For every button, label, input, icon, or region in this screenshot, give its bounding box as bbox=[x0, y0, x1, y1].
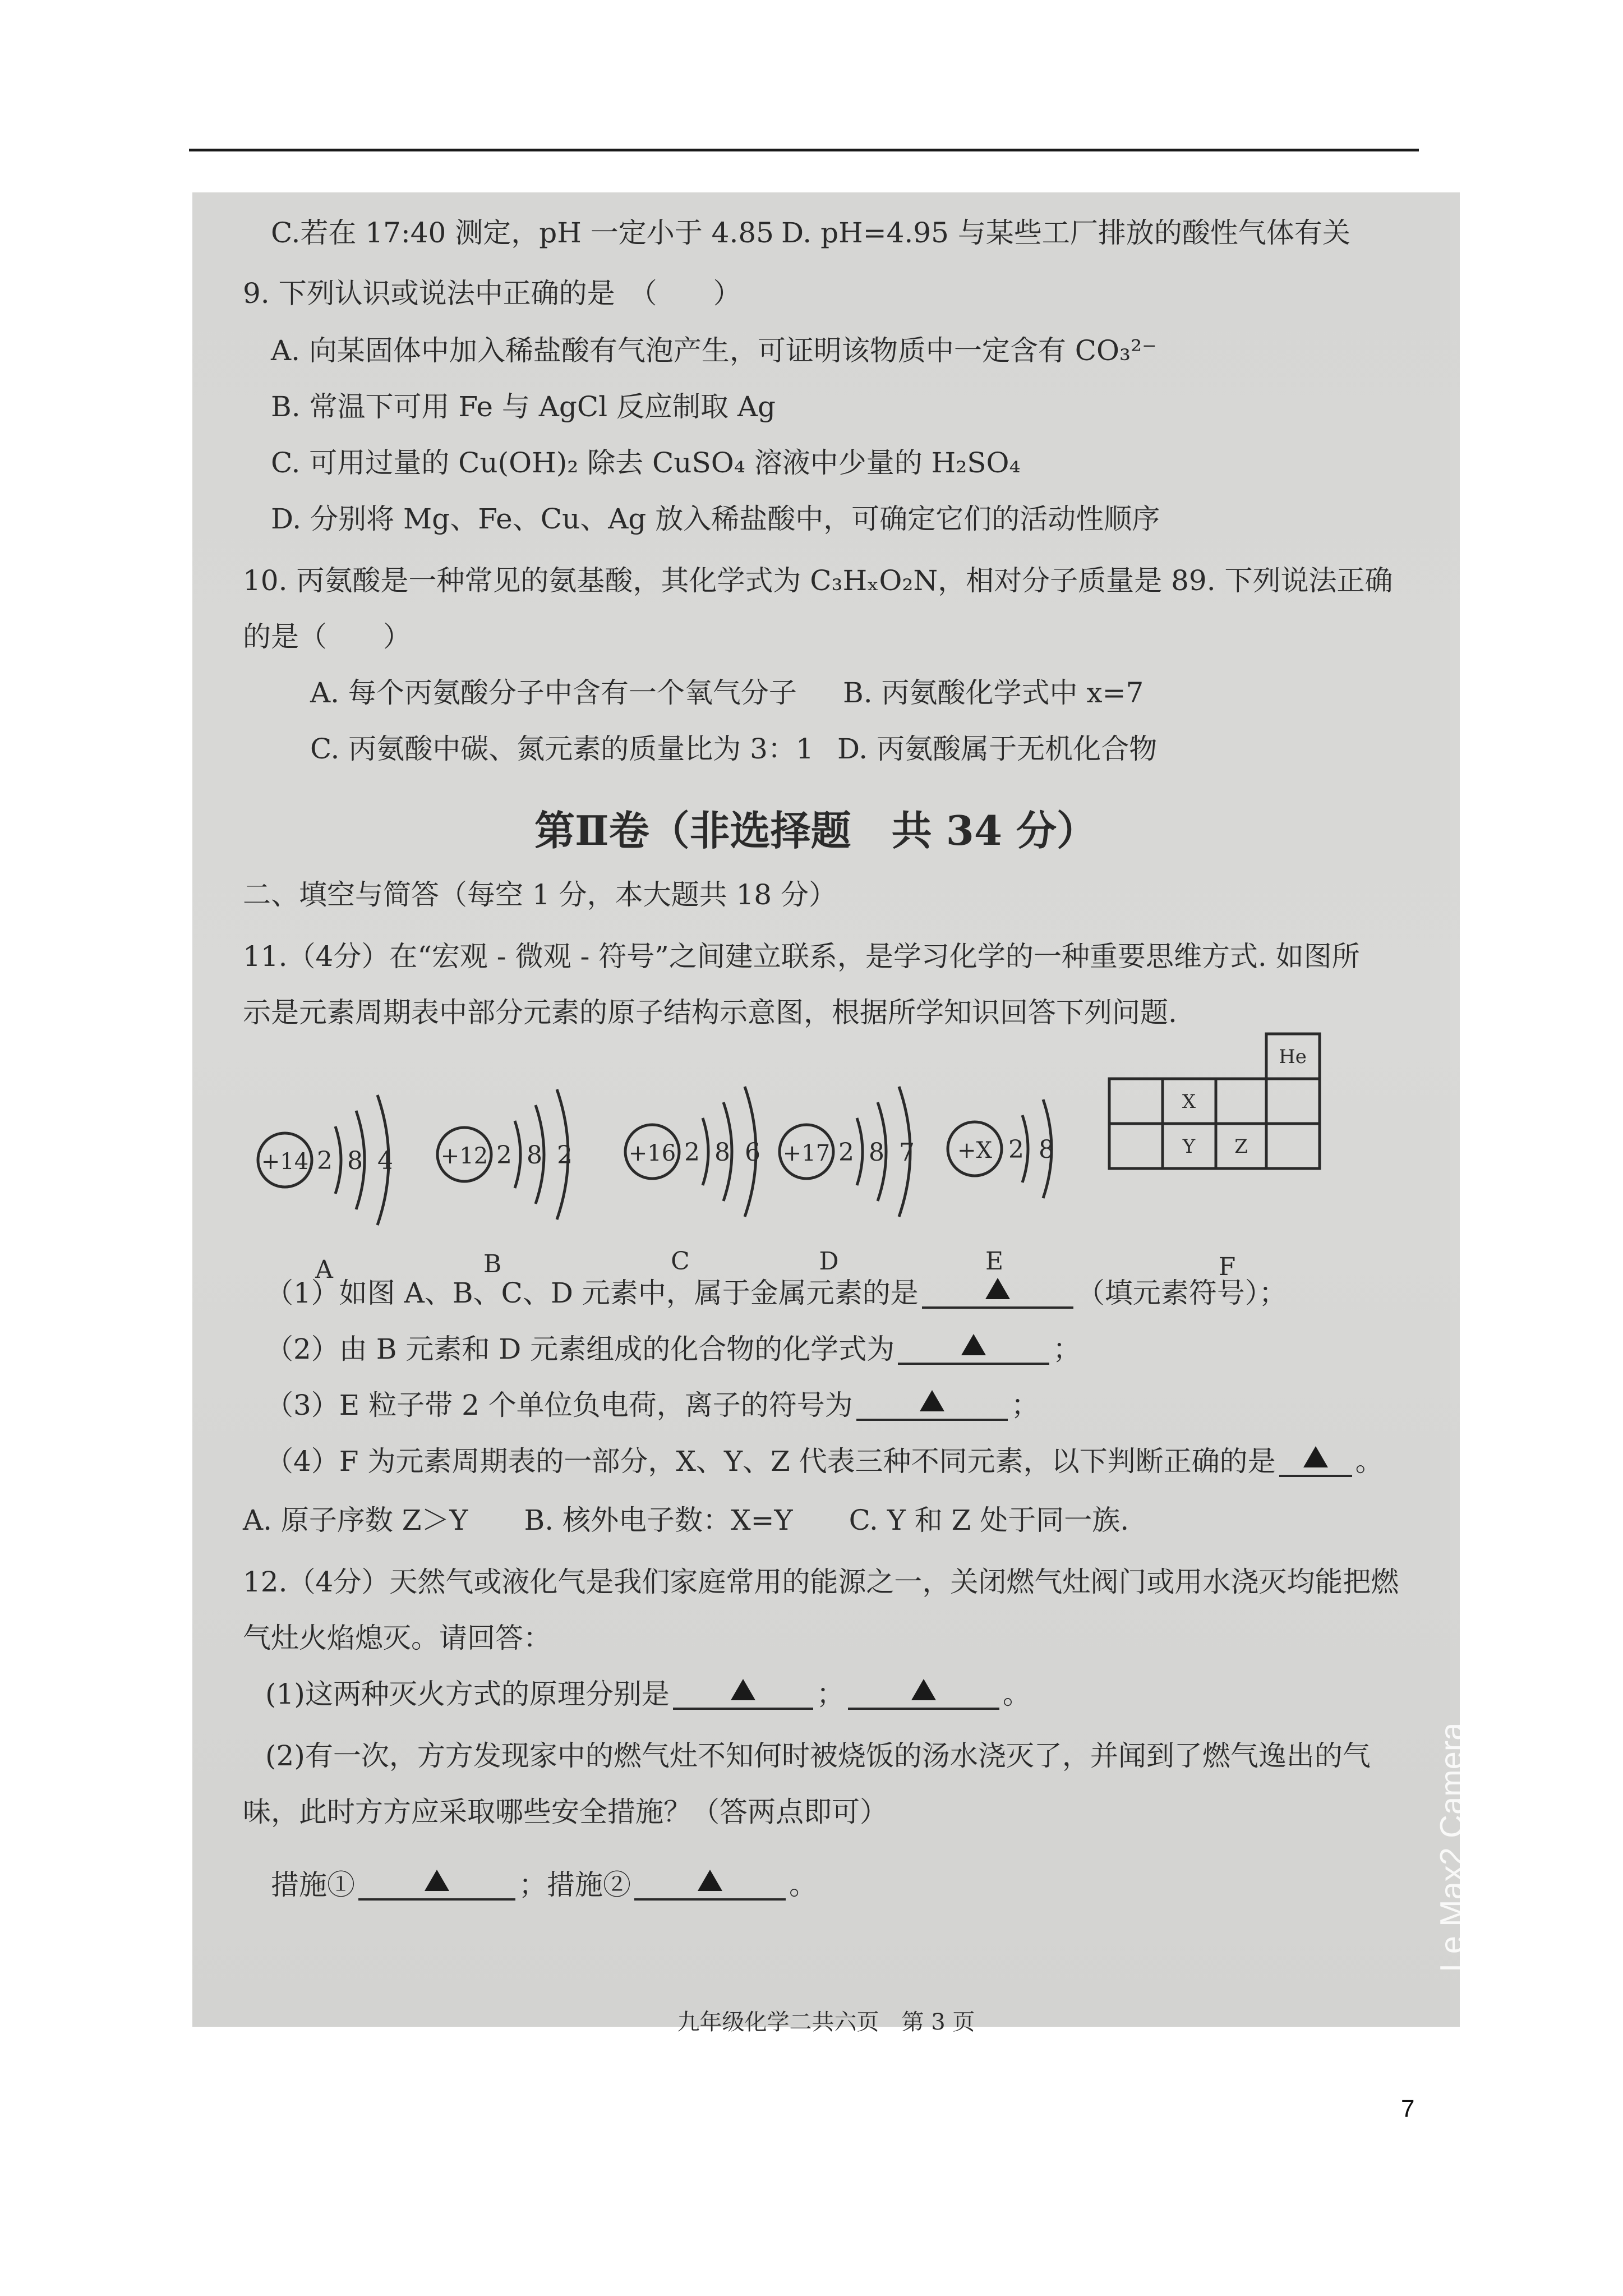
answer-triangle-icon bbox=[961, 1334, 986, 1355]
answer-triangle-icon bbox=[698, 1870, 722, 1891]
atom-c-electrons: 2 8 6 bbox=[684, 1138, 760, 1167]
atom-a-nucleus: +14 bbox=[261, 1149, 309, 1175]
q12-sub1-answer-blank-1[interactable] bbox=[673, 1676, 813, 1710]
atom-b-electrons: 2 8 2 bbox=[496, 1141, 573, 1170]
atom-d-nucleus: +17 bbox=[782, 1140, 831, 1166]
top-rule bbox=[189, 149, 1419, 151]
table-cell-y: Y bbox=[1182, 1135, 1196, 1158]
q10-stem-line1: 10. 丙氨酸是一种常见的氨基酸，其化学式为 C₃HₓO₂N，相对分子质量是 89. 下列说法正确 bbox=[243, 564, 1393, 597]
q12-stem-line1: 12.（4分）天然气或液化气是我们家庭常用的能源之一，关闭燃气灶阀门或用水浇灭均能把燃 bbox=[243, 1566, 1399, 1598]
measures-suffix: 。 bbox=[789, 1869, 817, 1901]
q11-sub2-prompt: （2）由 B 元素和 D 元素组成的化合物的化学式为 bbox=[265, 1333, 895, 1365]
q11-sub3 bbox=[265, 1387, 1039, 1423]
q10-option-b: B. 丙氨酸化学式中 x=7 bbox=[843, 677, 1144, 709]
q11-sub1-answer-blank[interactable] bbox=[922, 1275, 1073, 1309]
q12-sub1-prompt: (1)这两种灭火方式的原理分别是 bbox=[265, 1678, 670, 1710]
q8-option-c: C.若在 17:40 测定，pH 一定小于 4.85 bbox=[271, 217, 774, 249]
q9-option-b: B. 常温下可用 Fe 与 AgCl 反应制取 Ag bbox=[271, 390, 776, 423]
page-number: 7 bbox=[1401, 2095, 1415, 2123]
part-2-heading: 二、填空与简答（每空 1 分，本大题共 18 分） bbox=[243, 878, 837, 911]
atom-b-label: B bbox=[483, 1250, 502, 1278]
atom-e-electrons: 2 8 bbox=[1008, 1135, 1054, 1164]
atom-a-electrons: 2 8 4 bbox=[317, 1147, 393, 1175]
exam-photo bbox=[192, 192, 1470, 2035]
q10-stem-line2: 的是（ ） bbox=[243, 620, 411, 653]
table-cell-x: X bbox=[1182, 1091, 1196, 1113]
q11-sub1-suffix: （填元素符号）； bbox=[1076, 1277, 1287, 1309]
q11-sub3-prompt: （3）E 粒子带 2 个单位负电荷，离子的符号为 bbox=[265, 1389, 853, 1421]
q12-sub1-separator: ； bbox=[816, 1678, 845, 1710]
atom-d-label: D bbox=[819, 1247, 839, 1276]
q8-option-d: D. pH=4.95 与某些工厂排放的酸性气体有关 bbox=[781, 217, 1350, 249]
answer-triangle-icon bbox=[920, 1390, 944, 1411]
measure-1-answer-blank[interactable] bbox=[358, 1867, 515, 1901]
camera-watermark-text: Le Max2 Camera bbox=[1433, 1722, 1470, 1972]
atom-a-label: A bbox=[315, 1255, 333, 1284]
q11-stem-line1: 11.（4分）在“宏观 - 微观 - 符号”之间建立联系，是学习化学的一种重要思维方式. 如图所 bbox=[243, 940, 1360, 973]
q9-option-c: C. 可用过量的 Cu(OH)₂ 除去 CuSO₄ 溶液中少量的 H₂SO₄ bbox=[271, 447, 1021, 479]
table-cell-z: Z bbox=[1234, 1135, 1248, 1158]
atom-c-nucleus: +16 bbox=[628, 1140, 676, 1166]
atom-diagram-c bbox=[625, 1087, 760, 1276]
q12-measures bbox=[271, 1867, 817, 1903]
q12-sub1-answer-blank-2[interactable] bbox=[848, 1676, 999, 1710]
q11-sub3-suffix: ； bbox=[1011, 1389, 1039, 1421]
q11-sub4 bbox=[265, 1443, 1384, 1479]
q12-sub2-line2: 味，此时方方应采取哪些安全措施？（答两点即可） bbox=[243, 1796, 888, 1828]
atom-diagram-a bbox=[258, 1095, 393, 1284]
q12-sub2-line1: (2)有一次，方方发现家中的燃气灶不知何时被烧饭的汤水浇灭了，并闻到了燃气逸出的气 bbox=[265, 1740, 1371, 1772]
answer-triangle-icon bbox=[731, 1679, 755, 1700]
atom-diagram-d bbox=[780, 1087, 915, 1276]
q11-sub1-prompt: （1）如图 A、B、C、D 元素中，属于金属元素的是 bbox=[265, 1277, 919, 1309]
measure-1-label: 措施① bbox=[271, 1869, 355, 1901]
periodic-table-fragment bbox=[1109, 1034, 1320, 1281]
section-2-title: 第Ⅱ卷（非选择题 共 34 分） bbox=[534, 807, 1098, 854]
q9-option-a: A. 向某固体中加入稀盐酸有气泡产生，可证明该物质中一定含有 CO₃²⁻ bbox=[271, 334, 1157, 367]
exam-footer: 九年级化学二共六页 第 3 页 bbox=[677, 2009, 975, 2035]
q10-option-a: A. 每个丙氨酸分子中含有一个氧气分子 bbox=[310, 677, 797, 709]
answer-triangle-icon bbox=[985, 1278, 1010, 1299]
table-label-f: F bbox=[1218, 1253, 1236, 1281]
q11-sub2 bbox=[265, 1331, 1081, 1367]
q11-sub2-suffix: ； bbox=[1053, 1333, 1081, 1365]
measure-2-label: ；措施② bbox=[519, 1869, 631, 1901]
q9-stem: 9. 下列认识或说法中正确的是 （ ） bbox=[243, 277, 741, 310]
table-cell-he: He bbox=[1279, 1046, 1307, 1068]
q9-option-d: D. 分别将 Mg、Fe、Cu、Ag 放入稀盐酸中，可确定它们的活动性顺序 bbox=[271, 503, 1160, 535]
q11-stem-line2: 示是元素周期表中部分元素的原子结构示意图，根据所学知识回答下列问题. bbox=[243, 996, 1177, 1029]
atom-e-label: E bbox=[985, 1247, 1004, 1276]
q12-stem-line2: 气灶火焰熄灭。请回答： bbox=[243, 1622, 551, 1654]
q10-option-c: C. 丙氨酸中碳、氮元素的质量比为 3：1 bbox=[310, 733, 814, 765]
q11-sub3-answer-blank[interactable] bbox=[856, 1387, 1008, 1421]
atom-c-label: C bbox=[671, 1247, 690, 1276]
q11-sub4-prompt: （4）F 为元素周期表的一部分，X、Y、Z 代表三种不同元素，以下判断正确的是 bbox=[265, 1445, 1276, 1478]
atom-e-nucleus: +X bbox=[957, 1138, 992, 1163]
q12-sub1 bbox=[265, 1676, 1031, 1712]
atom-d-electrons: 2 8 7 bbox=[838, 1138, 915, 1167]
atom-b-nucleus: +12 bbox=[440, 1143, 488, 1169]
answer-triangle-icon bbox=[425, 1870, 449, 1891]
answer-triangle-icon bbox=[1303, 1446, 1328, 1467]
q10-option-d: D. 丙氨酸属于无机化合物 bbox=[837, 733, 1158, 765]
q11-sub4-choices: A. 原子序数 Z＞Y B. 核外电子数：X=Y C. Y 和 Z 处于同一族. bbox=[243, 1504, 1129, 1536]
atom-diagram-b bbox=[437, 1089, 573, 1278]
q11-sub2-answer-blank[interactable] bbox=[898, 1331, 1049, 1365]
q11-sub1 bbox=[265, 1275, 1287, 1311]
q12-sub1-suffix: 。 bbox=[1002, 1678, 1031, 1710]
q11-sub4-answer-blank[interactable] bbox=[1279, 1443, 1352, 1477]
measure-2-answer-blank[interactable] bbox=[634, 1867, 786, 1901]
atom-diagram-e bbox=[948, 1099, 1054, 1276]
q11-sub4-suffix: 。 bbox=[1355, 1445, 1384, 1478]
answer-triangle-icon bbox=[911, 1679, 936, 1700]
